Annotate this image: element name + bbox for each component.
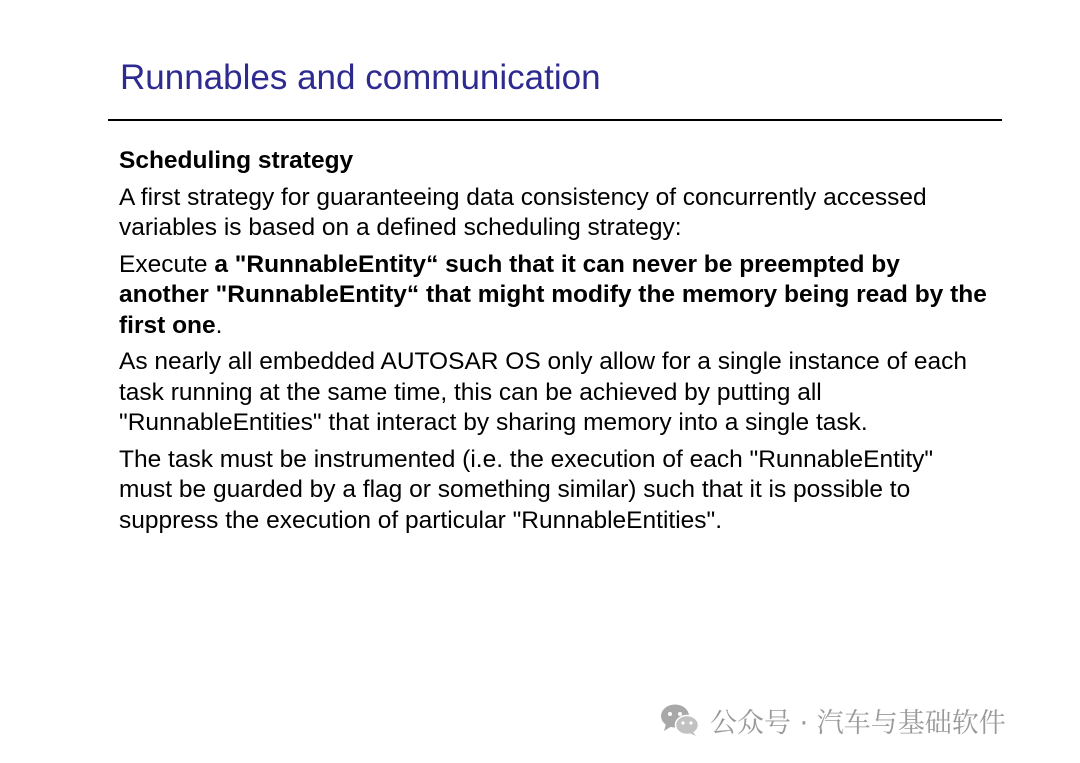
slide-title: Runnables and communication [120, 58, 601, 97]
watermark [660, 700, 1006, 740]
paragraph-execute-bold: a "RunnableEntity“ such that it can never be preempted by another "RunnableEntity“ that might modify the memory being read by the first one [119, 250, 987, 339]
watermark-text: 公众号 · 汽车与基础软件 [710, 707, 1006, 739]
paragraph-execute [119, 250, 989, 342]
paragraph-intro: A first strategy for guaranteeing data consistency of concurrently accessed variables is based on a defined scheduling strategy: [119, 183, 927, 241]
slide-content [119, 146, 989, 542]
paragraph-execute-lead: Execute [119, 250, 215, 278]
section-heading: Scheduling strategy [119, 147, 354, 174]
paragraph-execute-tail: . [215, 311, 223, 339]
paragraph-instrumented: The task must be instrumented (i.e. the execution of each "RunnableEntity" must be guarded by a flag or something similar) such that it is possible to suppress the execution of particular "RunnableEntities". [119, 445, 934, 534]
wechat-icon [660, 703, 700, 737]
paragraph-autosar-os: As nearly all embedded AUTOSAR OS only allow for a single instance of each task running at the same time, this can be achieved by putting all "RunnableEntities" that interact by sharing memory into a single task. [119, 348, 967, 436]
title-divider [108, 119, 1002, 121]
